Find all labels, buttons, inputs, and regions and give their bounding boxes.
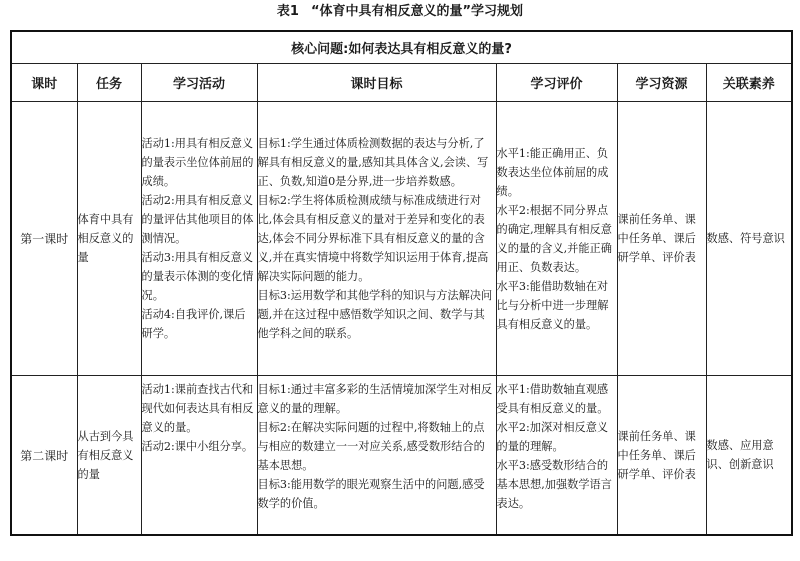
task-cell: 体育中具有相反意义的量	[77, 102, 141, 376]
task-cell: 从古到今具有相反意义的量	[77, 376, 141, 536]
header-row	[11, 64, 792, 102]
activity-item: 活动1:用具有相反意义的量表示坐位体前屈的成绩。	[141, 137, 254, 188]
core-question: 核心问题:如何表达具有相反意义的量?	[11, 31, 792, 64]
goal-item: 目标2:学生将体质检测成绩与标准成绩进行对比,体会具有相反意义的量对于差异和变化的表达,体会不同分界标准下具有相反意义的量的含义,并在真实情境中将数学知识运用于体育,提高解决实际问题的能力。	[257, 194, 489, 283]
activity-item: 活动2:用具有相反意义的量评估其他项目的体测情况。	[141, 194, 254, 245]
activities-cell	[141, 376, 257, 536]
header-task: 任务	[77, 64, 141, 102]
evaluation-item: 水平2:根据不同分界点的确定,理解具有相反意义的量的含义,并能正确用正、负数表达。	[496, 203, 612, 274]
header-lesson: 课时	[11, 64, 77, 102]
resources-cell: 课前任务单、课中任务单、课后研学单、评价表	[617, 376, 706, 536]
evaluation-item: 水平3:感受数形结合的基本思想,加强数学语言表达。	[496, 459, 612, 510]
lesson-cell: 第一课时	[11, 102, 77, 376]
goal-item: 目标1:通过丰富多彩的生活情境加深学生对相反意义的量的理解。	[257, 383, 493, 415]
goal-item: 目标2:在解决实际问题的过程中,将数轴上的点与相应的数建立一一对应关系,感受数形结合的基本思想。	[257, 421, 485, 472]
table-title: “体育中具有相反意义的量”学习规划	[310, 4, 524, 19]
evaluation-item: 水平1:能正确用正、负数表达坐位体前屈的成绩。	[496, 146, 609, 198]
activity-item: 活动2:课中小组分享。	[141, 440, 254, 453]
evaluation-item: 水平2:加深对相反意义的量的理解。	[496, 421, 609, 453]
table-caption	[0, 4, 800, 20]
goals-cell	[257, 376, 496, 536]
header-literacy: 关联素养	[706, 64, 792, 102]
activity-item: 活动4:自我评价,课后研学。	[141, 308, 246, 340]
header-resources: 学习资源	[617, 64, 706, 102]
resources-cell: 课前任务单、课中任务单、课后研学单、评价表	[617, 102, 706, 376]
table-number: 表1	[276, 4, 299, 19]
evaluation-item: 水平1:借助数轴直观感受具有相反意义的量。	[496, 383, 609, 415]
header-activities: 学习活动	[141, 64, 257, 102]
evaluation-item: 水平3:能借助数轴在对比与分析中进一步理解具有相反意义的量。	[496, 279, 609, 331]
header-goals: 课时目标	[257, 64, 496, 102]
goals-cell	[257, 102, 496, 376]
literacy-cell: 数感、符号意识	[706, 102, 792, 376]
header-evaluation: 学习评价	[496, 64, 617, 102]
learning-plan-table	[10, 30, 793, 536]
goal-item: 目标1:学生通过体质检测数据的表达与分析,了解具有相反意义的量,感知其具体含义,会读、写正、负数,知道0是分界,进一步培养数感。	[257, 137, 489, 188]
goal-item: 目标3:能用数学的眼光观察生活中的问题,感受数学的价值。	[257, 478, 485, 510]
table-row	[11, 376, 792, 536]
lesson-cell: 第二课时	[11, 376, 77, 536]
table-row	[11, 102, 792, 376]
evaluation-cell	[496, 102, 617, 376]
activity-item: 活动3:用具有相反意义的量表示体测的变化情况。	[141, 251, 254, 302]
literacy-cell: 数感、应用意识、创新意识	[706, 376, 792, 536]
goal-item: 目标3:运用数学和其他学科的知识与方法解决问题,并在这过程中感悟数学知识之间、数学与其他学科之间的联系。	[257, 289, 493, 340]
activity-item: 活动1:课前查找古代和现代如何表达具有相反意义的量。	[141, 383, 254, 434]
activities-cell	[141, 102, 257, 376]
evaluation-cell	[496, 376, 617, 536]
